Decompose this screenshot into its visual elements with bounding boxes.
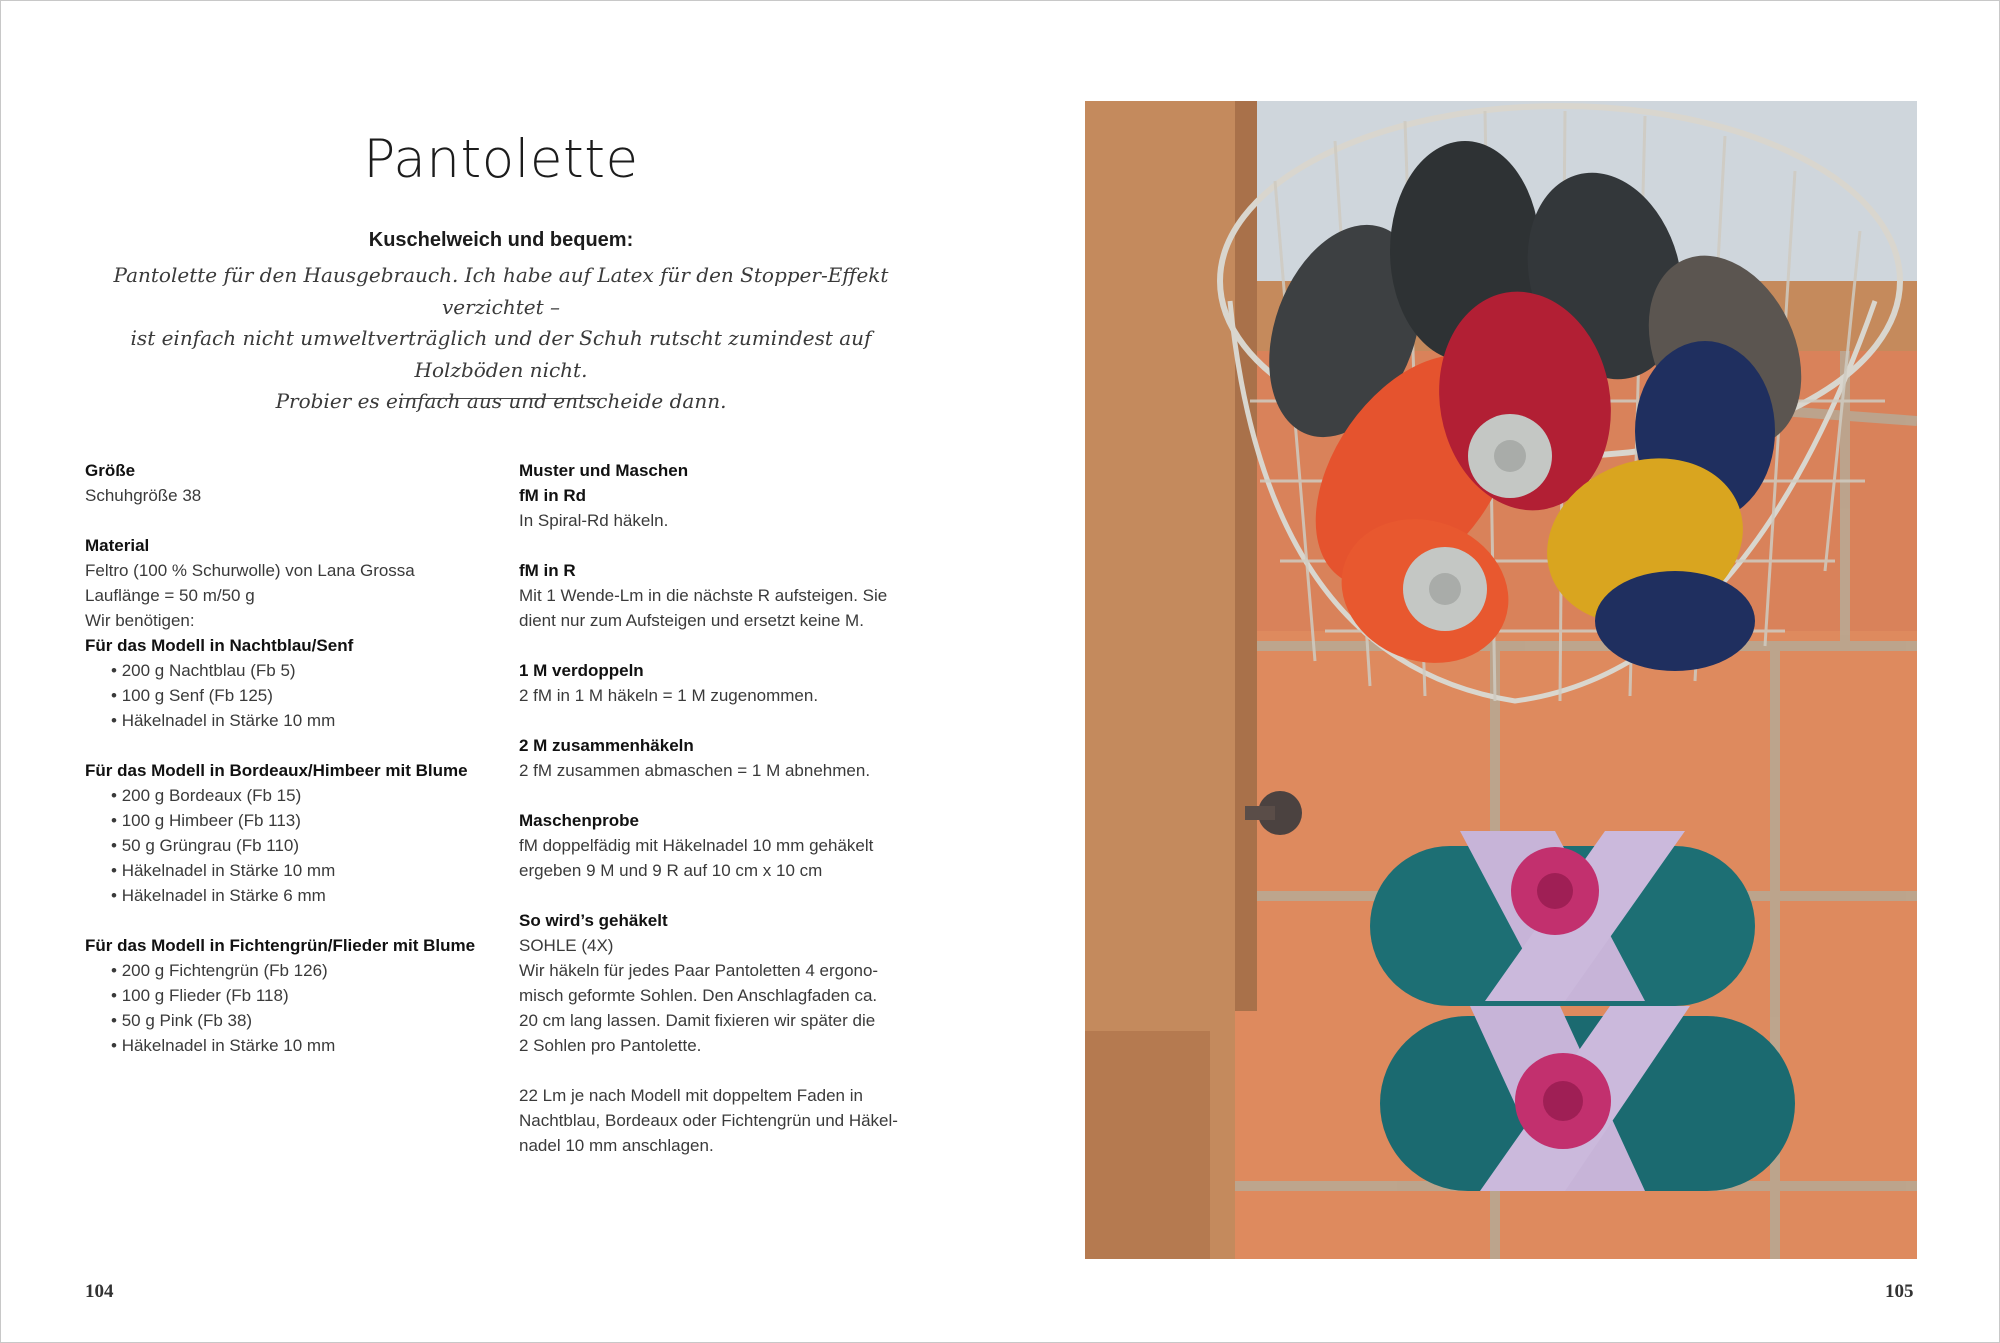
together-text: 2 fM zusammen abmaschen = 1 M abnehmen. — [519, 761, 871, 780]
list-item: • Häkelnadel in Stärke 10 mm — [85, 708, 485, 733]
model2-heading: Für das Modell in Bordeaux/Himbeer mit Blume — [85, 761, 468, 780]
fm-r-line: dient nur zum Aufsteigen und ersetzt keine M. — [519, 611, 864, 630]
together-heading: 2 M zusammenhäkeln — [519, 736, 694, 755]
howto-heading: So wird’s gehäkelt — [519, 911, 668, 930]
model3-heading: Für das Modell in Fichtengrün/Flieder mit Blume — [85, 936, 476, 955]
list-item: • Häkelnadel in Stärke 10 mm — [85, 1033, 485, 1058]
list-item: • Häkelnadel in Stärke 6 mm — [85, 883, 485, 908]
page-number-right: 105 — [1885, 1281, 1914, 1302]
chain-line: 22 Lm je nach Modell mit doppeltem Faden in — [519, 1086, 863, 1105]
model1-heading: Für das Modell in Nachtblau/Senf — [85, 636, 354, 655]
material-line: Wir benötigen: — [85, 611, 195, 630]
chain-line: Nachtblau, Bordeaux oder Fichtengrün und Häkel- — [519, 1111, 898, 1130]
intro-line: Probier es einfach aus und entscheide dann. — [275, 389, 727, 413]
sole-line: 20 cm lang lassen. Damit fixieren wir später die — [519, 1011, 876, 1030]
size-value: Schuhgröße 38 — [85, 486, 202, 505]
list-item: • 200 g Bordeaux (Fb 15) — [85, 783, 485, 808]
intro-line: ist einfach nicht umweltverträglich und der Schuh rutscht zumindest auf Holzböden nicht. — [130, 326, 872, 382]
gauge-line: fM doppelfädig mit Häkelnadel 10 mm gehäkelt — [519, 836, 874, 855]
double-text: 2 fM in 1 M häkeln = 1 M zugenommen. — [519, 686, 819, 705]
list-item: • 200 g Nachtblau (Fb 5) — [85, 658, 485, 683]
sole-label: SOHLE (4X) — [519, 936, 614, 955]
double-heading: 1 M verdoppeln — [519, 661, 644, 680]
sole-line: Wir häkeln für jedes Paar Pantoletten 4 ergono- — [519, 961, 879, 980]
material-line: Feltro (100 % Schurwolle) von Lana Grossa — [85, 561, 415, 580]
materials-column — [85, 458, 485, 1058]
sole-line: misch geformte Sohlen. Den Anschlagfaden ca. — [519, 986, 878, 1005]
list-item: • Häkelnadel in Stärke 10 mm — [85, 858, 485, 883]
slippers-photo — [1085, 101, 1917, 1259]
page-title: Pantolette — [363, 129, 639, 190]
page-number-left: 104 — [85, 1281, 114, 1302]
sole-line: 2 Sohlen pro Pantolette. — [519, 1036, 702, 1055]
gauge-heading: Maschenprobe — [519, 811, 639, 830]
chain-line: nadel 10 mm anschlagen. — [519, 1136, 714, 1155]
material-line: Lauflänge = 50 m/50 g — [85, 586, 255, 605]
list-item: • 100 g Himbeer (Fb 113) — [85, 808, 485, 833]
gauge-line: ergeben 9 M und 9 R auf 10 cm x 10 cm — [519, 861, 823, 880]
fm-r-heading: fM in R — [519, 561, 576, 580]
list-item: • 100 g Flieder (Fb 118) — [85, 983, 485, 1008]
pattern-heading: Muster und Maschen — [519, 461, 689, 480]
instructions-column — [519, 458, 919, 1158]
list-item: • 50 g Pink (Fb 38) — [85, 1008, 485, 1033]
intro-line: Pantolette für den Hausgebrauch. Ich habe auf Latex für den Stopper-Effekt verzichtet – — [113, 263, 889, 319]
fm-rd-text: In Spiral-Rd häkeln. — [519, 511, 669, 530]
divider-rule — [403, 398, 599, 399]
fm-rd-heading: fM in Rd — [519, 486, 587, 505]
intro-text — [81, 260, 921, 418]
page-subtitle: Kuschelweich und bequem: — [368, 229, 634, 251]
list-item: • 100 g Senf (Fb 125) — [85, 683, 485, 708]
fm-r-line: Mit 1 Wende-Lm in die nächste R aufsteigen. Sie — [519, 586, 888, 605]
list-item: • 200 g Fichtengrün (Fb 126) — [85, 958, 485, 983]
material-heading: Material — [85, 536, 150, 555]
size-heading: Größe — [85, 461, 136, 480]
list-item: • 50 g Grüngrau (Fb 110) — [85, 833, 485, 858]
